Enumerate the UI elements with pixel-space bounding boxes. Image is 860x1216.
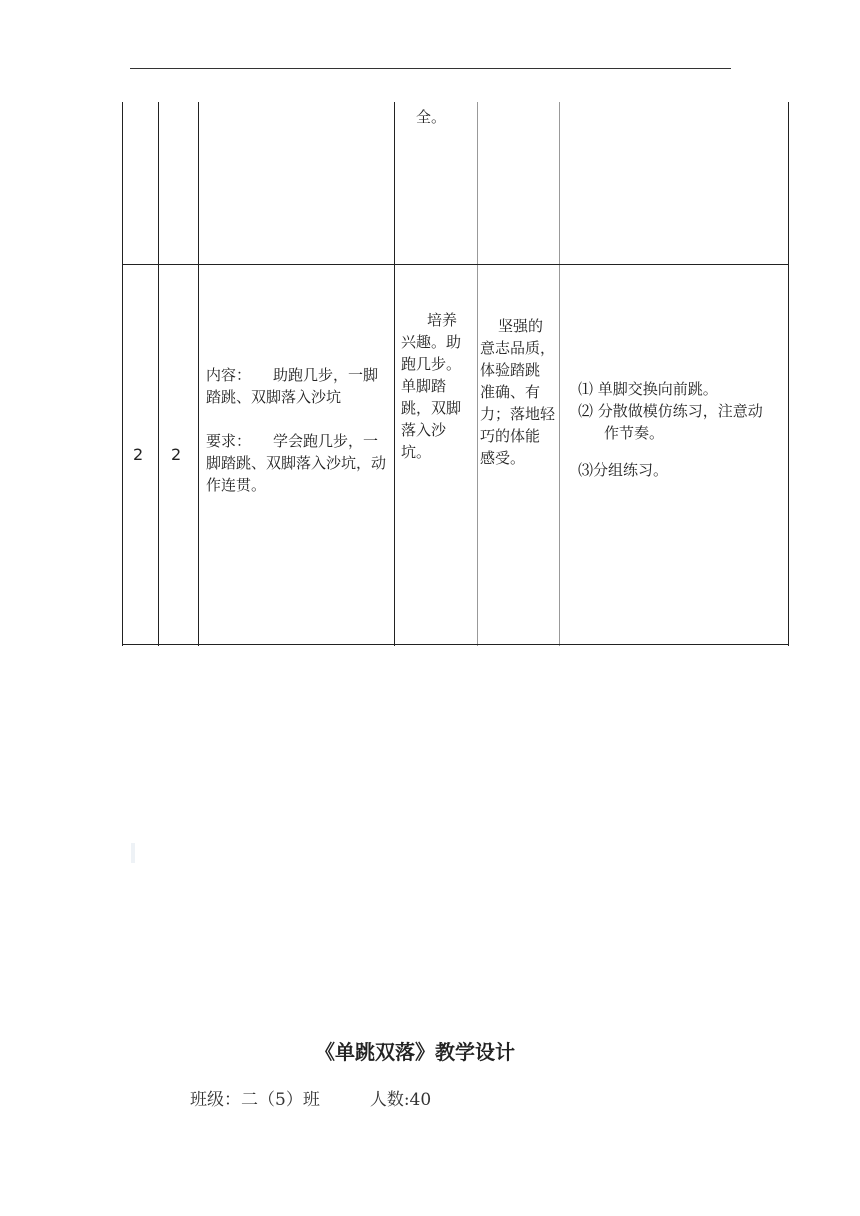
method-cell — [578, 378, 790, 481]
table-row-divider — [122, 264, 789, 265]
goal-line: 落入沙 — [401, 421, 447, 439]
table-col-divider — [198, 102, 199, 646]
goal-line: 培养 — [427, 311, 458, 329]
content-text: 助跑几步，一脚踏跳、双脚落入沙坑 — [206, 366, 379, 406]
method-item: ⑶分组练习。 — [578, 461, 669, 479]
emotion-line: 体验踏跳 — [480, 361, 541, 379]
table-border-bottom — [122, 644, 789, 645]
emotion-line: 感受。 — [480, 449, 526, 467]
table-border-right — [788, 102, 789, 646]
content-cell — [206, 364, 386, 408]
table-col-divider — [394, 102, 395, 646]
emotion-line: 力；落地轻 — [480, 405, 556, 423]
emotion-line: 巧的体能 — [480, 427, 541, 445]
requirement-cell — [206, 430, 386, 496]
goal-line: 跑几步。 — [401, 355, 462, 373]
requirement-text: 学会跑几步，一脚踏跳、双脚落入沙坑，动作连贯。 — [206, 432, 387, 494]
goal-line: 单脚踏 — [401, 377, 447, 395]
method-item: ⑴ 单脚交换向前跳。 — [578, 380, 718, 398]
method-item-continued: 作节奏。 — [604, 424, 665, 442]
requirement-label: 要求： — [206, 432, 252, 450]
method-item: ⑵ 分散做模仿练习，注意动 — [578, 402, 763, 420]
table-col-divider — [158, 102, 159, 646]
emotion-line: 意志品质， — [480, 339, 556, 357]
goal-line: 跳，双脚 — [401, 399, 462, 417]
table-border-left — [122, 102, 123, 646]
goal-cell — [401, 309, 476, 463]
header-rule — [130, 68, 731, 69]
row-time-cell: 2 — [171, 445, 182, 464]
student-count: 人数:40 — [369, 1090, 432, 1110]
emotion-cell — [480, 315, 560, 469]
emotion-line: 准确、有 — [480, 383, 541, 401]
goal-line: 坑。 — [401, 443, 432, 461]
document-title: 《单跳双落》教学设计 — [315, 1040, 515, 1064]
class-info: 班级：二（5）班 — [190, 1090, 320, 1110]
row-index-cell: 2 — [133, 445, 144, 464]
top-row-goal-text: 全。 — [416, 108, 447, 126]
content-label: 内容： — [206, 366, 252, 384]
goal-line: 兴趣。助 — [401, 333, 462, 351]
class-info-line — [190, 1085, 431, 1110]
faint-mark — [131, 843, 135, 863]
emotion-line: 坚强的 — [498, 317, 544, 335]
table-col-divider — [477, 102, 478, 646]
